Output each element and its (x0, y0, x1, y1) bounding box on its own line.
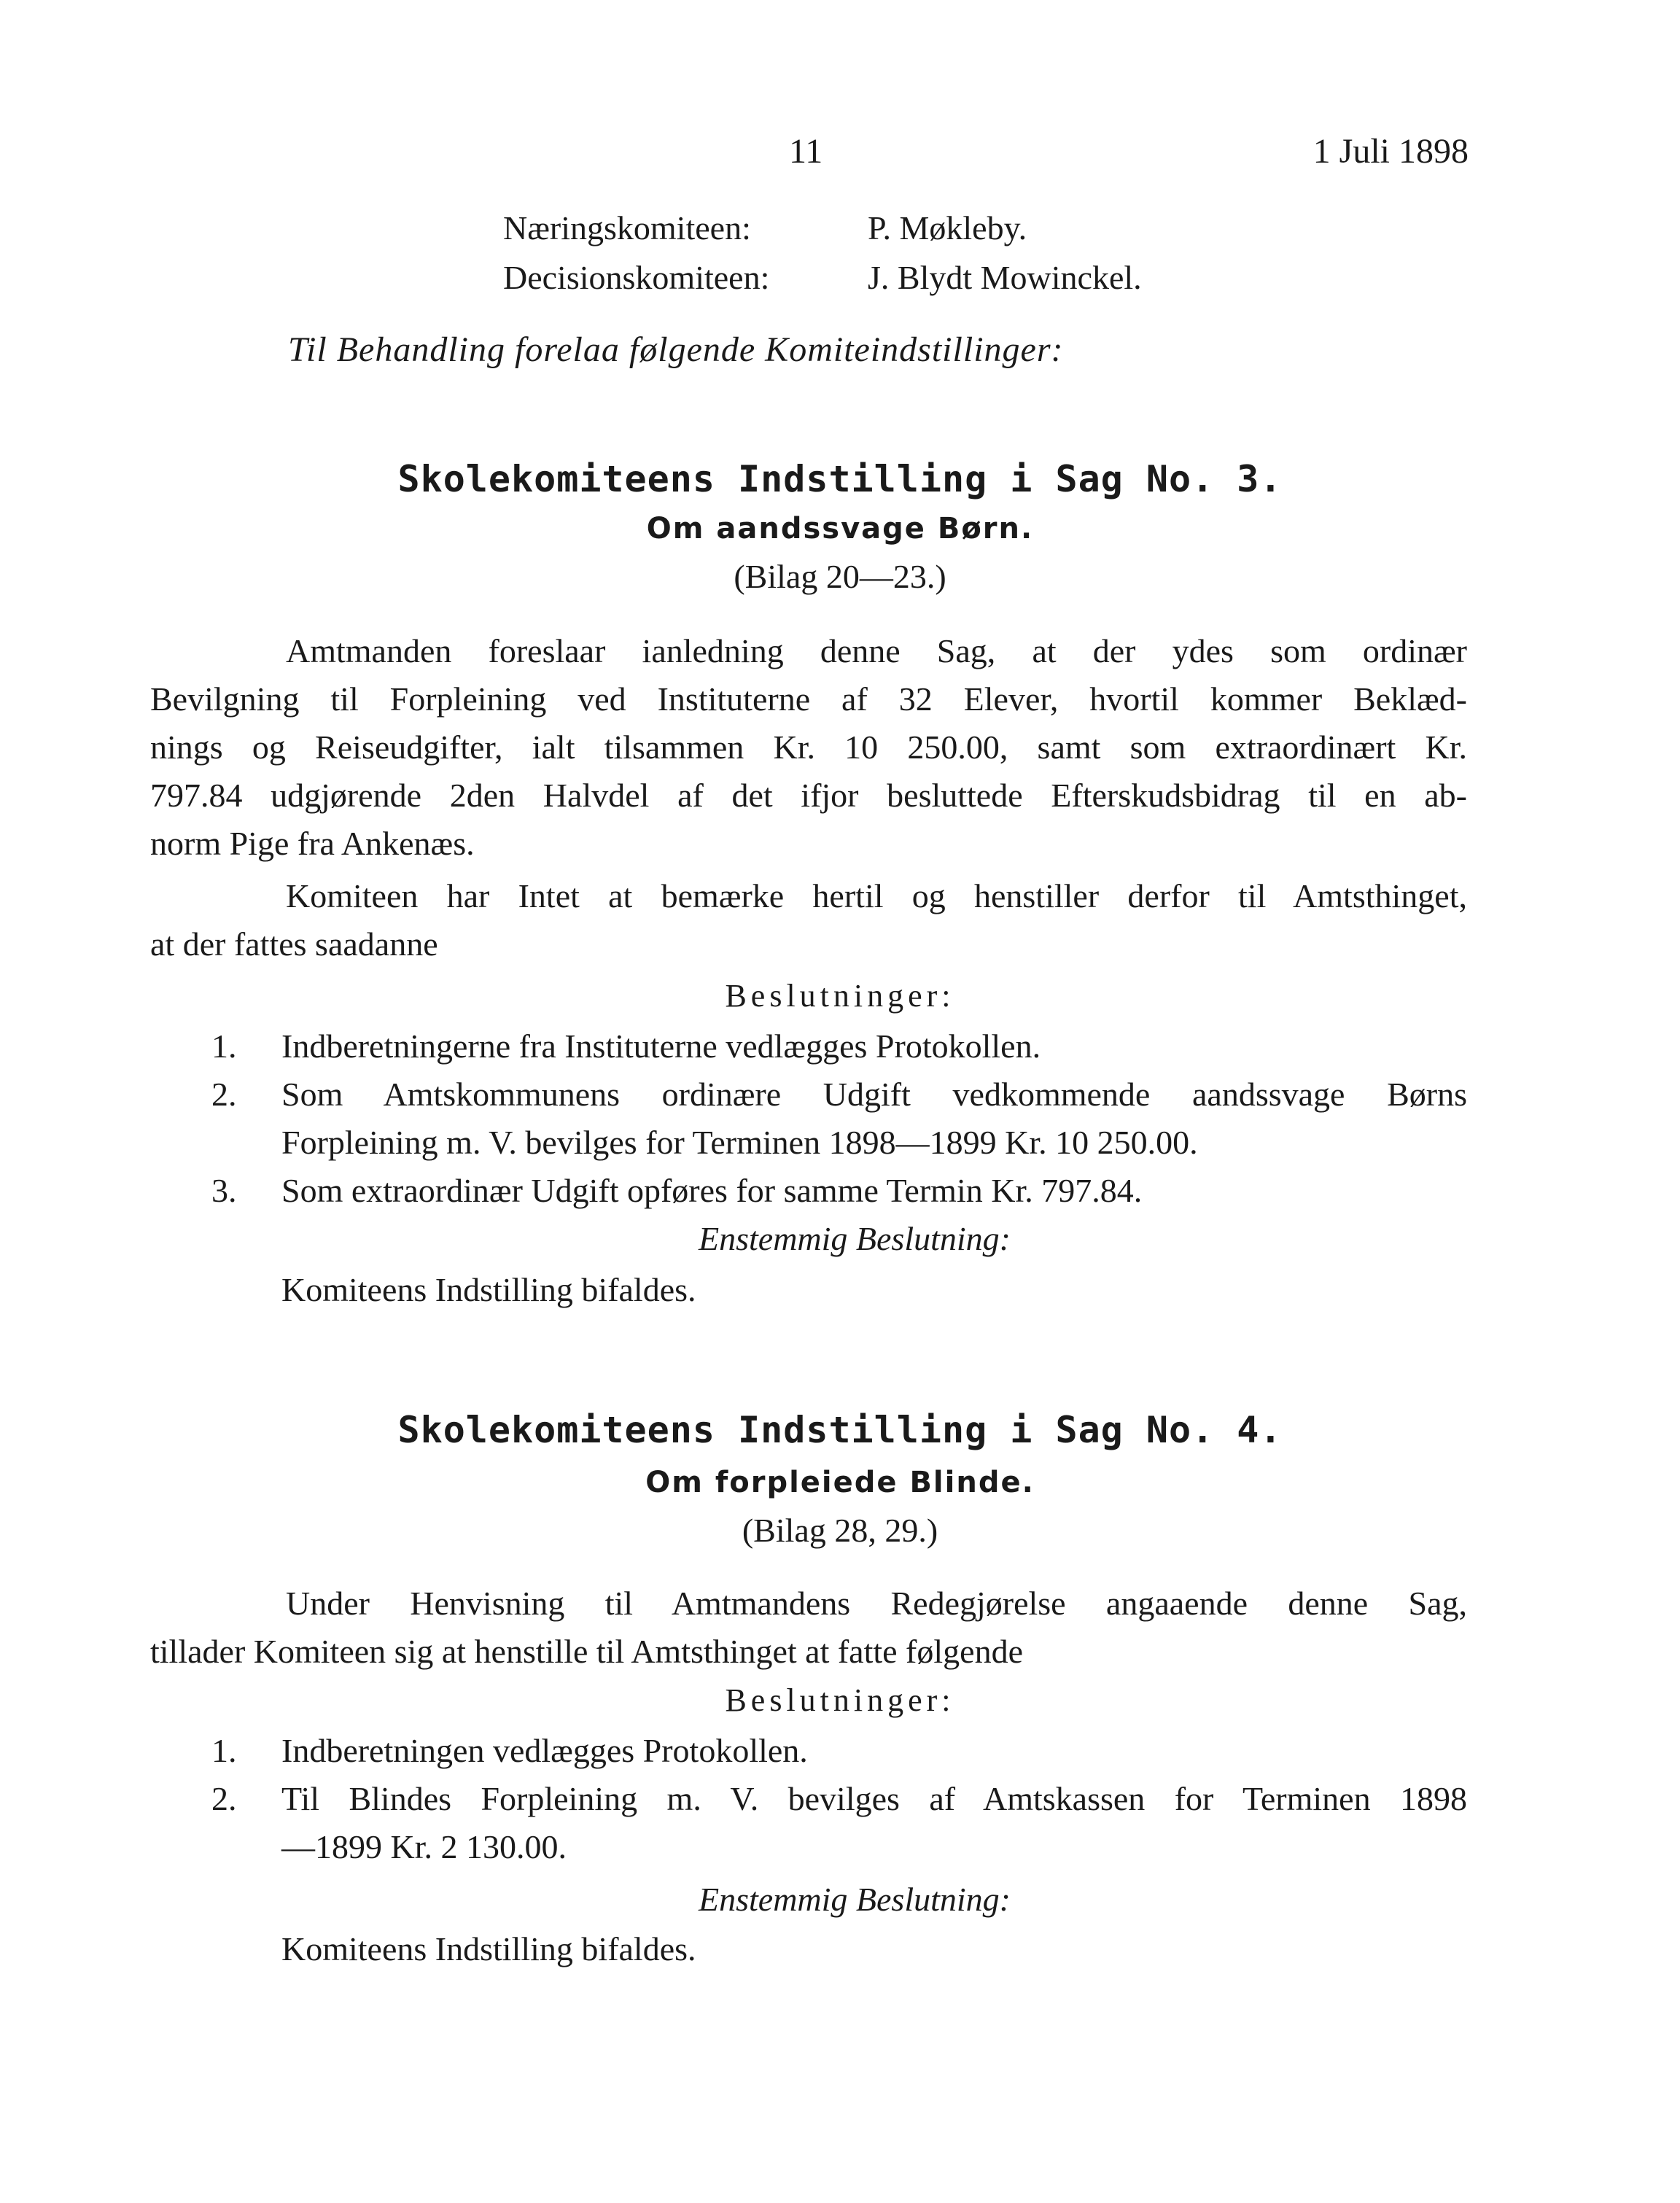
paragraph-line: Amtmanden foreslaar ianledning denne Sag, at der ydes som ordinær (286, 632, 1467, 669)
page-date: 1 Juli 1898 (1312, 132, 1469, 171)
section-title: Skolekomiteens Indstilling i Sag No. 4. (397, 1409, 1283, 1451)
paragraph-line: nings og Reiseudgifter, ialt tilsammen Kr. 10 250.00, samt som extraordinært Kr. (150, 728, 1467, 766)
intro-line: Til Behandling forelaa følgende Komiteindstillinger: (288, 330, 1064, 369)
resolution-number: 1. (211, 1732, 237, 1769)
resolution-number: 2. (211, 1076, 237, 1113)
paragraph-line: Komiteen har Intet at bemærke hertil og henstiller derfor til Amtsthinget, (286, 877, 1467, 914)
resolution-text: —1899 Kr. 2 130.00. (281, 1828, 567, 1865)
paragraph-line: Under Henvisning til Amtmandens Redegjørelse angaaende denne Sag, (286, 1585, 1467, 1622)
resolution-text: Til Blindes Forpleining m. V. bevilges af Amtskassen for Terminen 1898 (281, 1780, 1467, 1817)
verdict-heading: Enstemmig Beslutning: (699, 1881, 1011, 1918)
resolution-text: Indberetningen vedlægges Protokollen. (281, 1732, 808, 1769)
section-bilag: (Bilag 20—23.) (734, 558, 946, 595)
resolutions-heading: Beslutninger: (725, 978, 955, 1014)
verdict-text: Komiteens Indstilling bifaldes. (281, 1271, 696, 1308)
committee-member: P. Møkleby. (868, 209, 1027, 246)
section-subtitle: Om forpleiede Blinde. (645, 1466, 1035, 1499)
resolution-text: Indberetningerne fra Instituterne vedlægges Protokollen. (281, 1027, 1041, 1065)
section-subtitle: Om aandssvage Børn. (646, 512, 1034, 545)
resolution-text: Forpleining m. V. bevilges for Terminen 1898—1899 Kr. 10 250.00. (281, 1124, 1198, 1161)
resolution-number: 2. (211, 1780, 237, 1817)
verdict-heading: Enstemmig Beslutning: (699, 1220, 1011, 1257)
committee-label: Decisionskomiteen: (503, 259, 770, 296)
resolution-number: 3. (211, 1172, 237, 1209)
resolution-number: 1. (211, 1027, 237, 1065)
resolution-text: Som Amtskommunens ordinære Udgift vedkommende aandssvage Børns (281, 1076, 1467, 1113)
paragraph-line: at der fattes saadanne (150, 925, 438, 963)
resolutions-heading: Beslutninger: (725, 1682, 955, 1718)
committee-member: J. Blydt Mowinckel. (868, 259, 1142, 296)
paragraph-line: norm Pige fra Ankenæs. (150, 825, 475, 862)
section-title: Skolekomiteens Indstilling i Sag No. 3. (397, 458, 1283, 500)
verdict-text: Komiteens Indstilling bifaldes. (281, 1930, 696, 1967)
paragraph-line: Bevilgning til Forpleining ved Instituterne af 32 Elever, hvortil kommer Beklæd- (150, 680, 1467, 718)
paragraph-line: 797.84 udgjørende 2den Halvdel af det ifjor besluttede Efterskudsbidrag til en ab- (150, 777, 1467, 814)
page-number: 11 (789, 132, 823, 171)
paragraph-line: tillader Komiteen sig at henstille til Amtsthinget at fatte følgende (150, 1633, 1023, 1670)
resolution-text: Som extraordinær Udgift opføres for samme Termin Kr. 797.84. (281, 1172, 1143, 1209)
committee-label: Næringskomiteen: (503, 209, 751, 246)
section-bilag: (Bilag 28, 29.) (742, 1512, 938, 1549)
